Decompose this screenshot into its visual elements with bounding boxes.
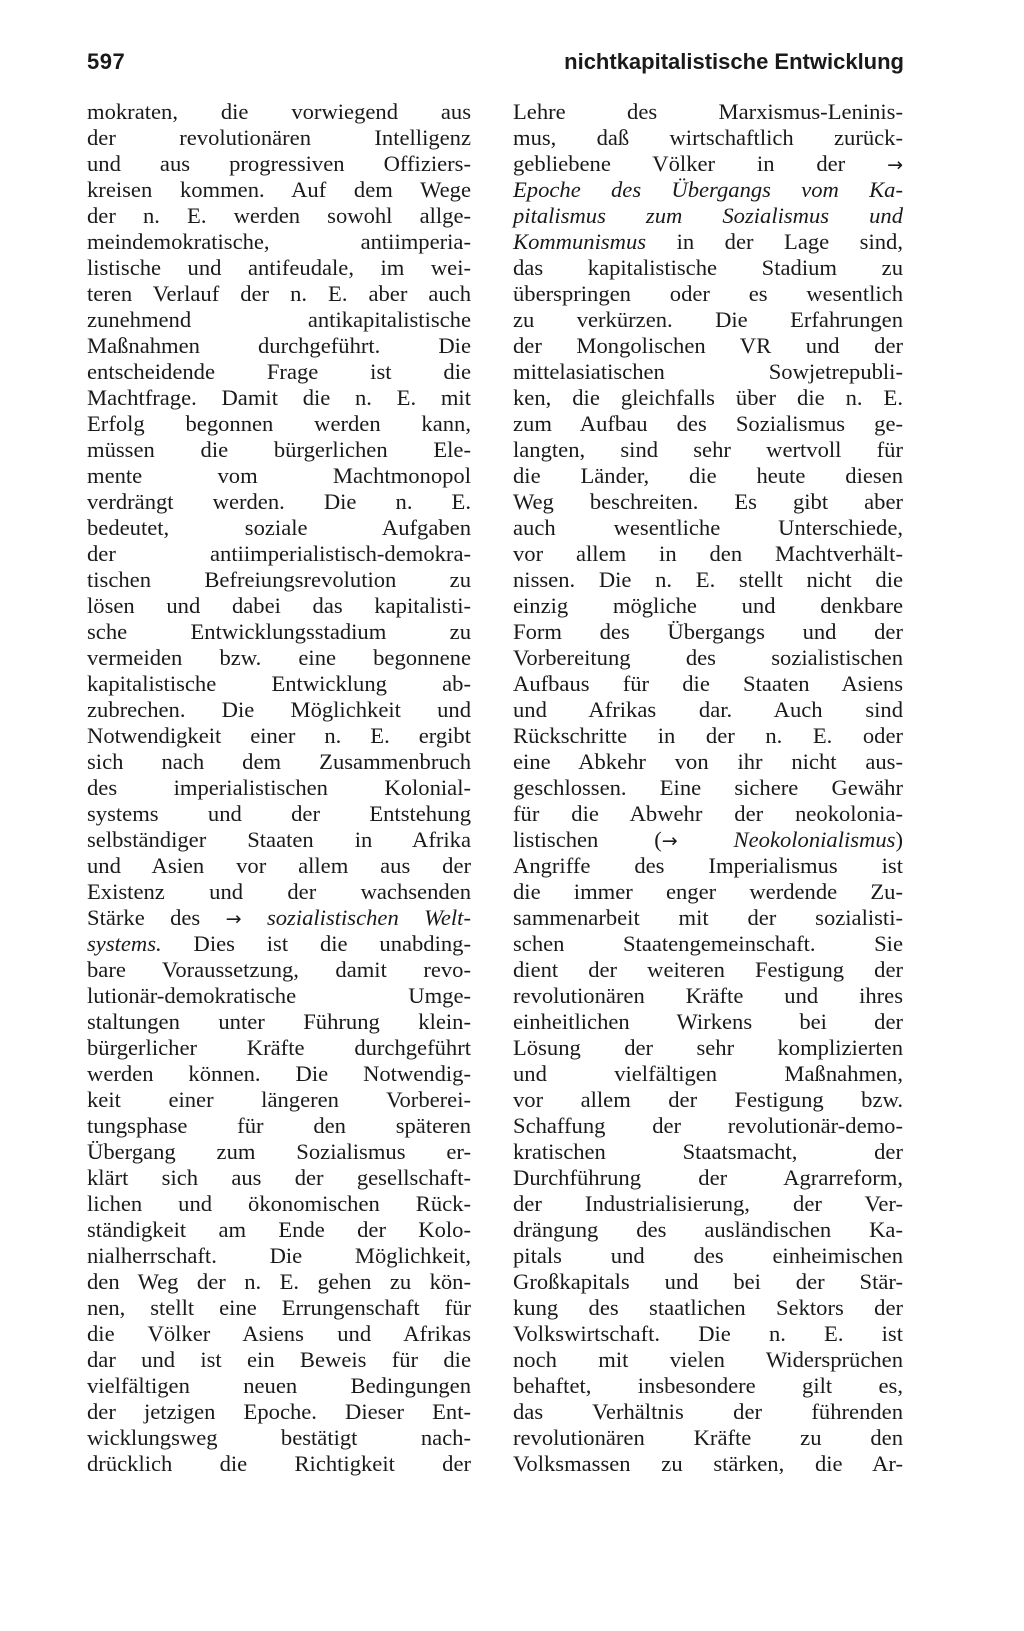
text-line: zunehmend antikapitalistische: [87, 307, 471, 332]
text-line: wicklungsweg bestätigt nach-: [87, 1425, 471, 1450]
text-line: ständigkeit am Ende der Kolo-: [87, 1217, 471, 1242]
text-segment: in der Lage sind,: [676, 229, 903, 254]
text-line: einheitlichen Wirkens bei der: [513, 1009, 903, 1034]
text-line: einzig mögliche und denkbare: [513, 593, 903, 618]
text-line: listische und antifeudale, im wei-: [87, 255, 471, 280]
text-line: tischen Befreiungsrevolution zu: [87, 567, 471, 592]
text-line: [87, 931, 471, 957]
text-line: Form des Übergangs und der: [513, 619, 903, 644]
text-line: [513, 229, 903, 255]
text-line: der Mongolischen VR und der: [513, 333, 903, 358]
text-line: zum Aufbau des Sozialismus ge-: [513, 411, 903, 436]
text-line: und vielfältigen Maßnahmen,: [513, 1061, 903, 1086]
text-line: pitals und des einheimischen: [513, 1243, 903, 1268]
text-line: den Weg der n. E. gehen zu kön-: [87, 1269, 471, 1294]
text-line: teren Verlauf der n. E. aber auch: [87, 281, 471, 306]
text-line: vermeiden bzw. eine begonnene: [87, 645, 471, 670]
text-line: meindemokratische, antiimperia-: [87, 229, 471, 254]
text-line: der n. E. werden sowohl allge-: [87, 203, 471, 228]
text-line: das kapitalistische Stadium zu: [513, 255, 903, 280]
text-line: das Verhältnis der führenden: [513, 1399, 903, 1424]
text-line: [513, 151, 903, 177]
text-line: [513, 827, 903, 853]
text-line: mokraten, die vorwiegend aus: [87, 99, 471, 124]
text-line: müssen die bürgerlichen Ele-: [87, 437, 471, 462]
cross-reference-term: sozialistischen Welt-: [266, 905, 471, 930]
text-line: vor allem in den Machtverhält-: [513, 541, 903, 566]
text-line: selbständiger Staaten in Afrika: [87, 827, 471, 852]
text-line: ken, die gleichfalls über die n. E.: [513, 385, 903, 410]
text-line: dient der weiteren Festigung der: [513, 957, 903, 982]
text-line: der jetzigen Epoche. Dieser Ent-: [87, 1399, 471, 1424]
cross-reference-arrow-icon: →: [225, 908, 242, 930]
text-line: kratischen Staatsmacht, der: [513, 1139, 903, 1164]
text-line: Angriffe des Imperialismus ist: [513, 853, 903, 878]
text-line: bare Voraussetzung, damit revo-: [87, 957, 471, 982]
text-line: mittelasiatischen Sowjetrepubli-: [513, 359, 903, 384]
text-line: und Afrikas dar. Auch sind: [513, 697, 903, 722]
text-line: Großkapitals und bei der Stär-: [513, 1269, 903, 1294]
text-line: sammenarbeit mit der sozialisti-: [513, 905, 903, 930]
text-line: sche Entwicklungsstadium zu: [87, 619, 471, 644]
text-segment: ): [895, 827, 903, 852]
text-line: sich nach dem Zusammenbruch: [87, 749, 471, 774]
text-line: behaftet, insbesondere gilt es,: [513, 1373, 903, 1398]
text-line: die immer enger werdende Zu-: [513, 879, 903, 904]
text-line: mente vom Machtmonopol: [87, 463, 471, 488]
text-line: der antiimperialistisch-demokra-: [87, 541, 471, 566]
text-line: drücklich die Richtigkeit der: [87, 1451, 471, 1476]
text-line: noch mit vielen Widersprüchen: [513, 1347, 903, 1372]
text-line: und Asien vor allem aus der: [87, 853, 471, 878]
text-line: Schaffung der revolutionär-demo-: [513, 1113, 903, 1138]
text-line: bürgerlicher Kräfte durchgeführt: [87, 1035, 471, 1060]
text-line: vor allem der Festigung bzw.: [513, 1087, 903, 1112]
text-line: die Länder, die heute diesen: [513, 463, 903, 488]
text-line: geschlossen. Eine sichere Gewähr: [513, 775, 903, 800]
text-line: Rückschritte in der n. E. oder: [513, 723, 903, 748]
running-head-title: nichtkapitalistische Entwicklung: [564, 49, 904, 74]
cross-reference-term: Epoche des Übergangs vom Ka-: [513, 177, 903, 202]
text-line: nen, stellt eine Errungenschaft für: [87, 1295, 471, 1320]
text-line: Volkswirtschaft. Die n. E. ist: [513, 1321, 903, 1346]
text-line: mus, daß wirtschaftlich zurück-: [513, 125, 903, 150]
text-segment: gebliebene Völker in der: [513, 151, 846, 176]
text-line: schen Staatengemeinschaft. Sie: [513, 931, 903, 956]
text-segment: Dies ist die unabding-: [193, 931, 472, 956]
text-segment: Stärke des: [87, 905, 201, 930]
text-line: drängung des ausländischen Ka-: [513, 1217, 903, 1242]
text-line: kapitalistische Entwicklung ab-: [87, 671, 471, 696]
text-line: nissen. Die n. E. stellt nicht die: [513, 567, 903, 592]
text-line: systems und der Entstehung: [87, 801, 471, 826]
text-line: lutionär-demokratische Umge-: [87, 983, 471, 1008]
text-line: langten, sind sehr wertvoll für: [513, 437, 903, 462]
text-line: der Industrialisierung, der Ver-: [513, 1191, 903, 1216]
text-line: verdrängt werden. Die n. E.: [87, 489, 471, 514]
cross-reference-term: Kommunismus: [513, 229, 647, 254]
page-number: 597: [87, 49, 126, 74]
cross-reference-term: systems.: [87, 931, 162, 956]
text-line: bedeutet, soziale Aufgaben: [87, 515, 471, 540]
cross-reference-term: pitalismus zum Sozialismus und: [513, 203, 903, 228]
text-line: Machtfrage. Damit die n. E. mit: [87, 385, 471, 410]
text-line: die Völker Asiens und Afrikas: [87, 1321, 471, 1346]
cross-reference-arrow-icon: →: [887, 154, 903, 176]
text-line: kreisen kommen. Auf dem Wege: [87, 177, 471, 202]
text-line: vielfältigen neuen Bedingungen: [87, 1373, 471, 1398]
text-line: revolutionären Kräfte zu den: [513, 1425, 903, 1450]
right-column: [513, 99, 903, 1477]
text-line: Lösung der sehr komplizierten: [513, 1035, 903, 1060]
text-line: Maßnahmen durchgeführt. Die: [87, 333, 471, 358]
text-line: Lehre des Marxismus-Leninis-: [513, 99, 903, 124]
text-line: Durchführung der Agrarreform,: [513, 1165, 903, 1190]
text-line: staltungen unter Führung klein-: [87, 1009, 471, 1034]
text-line: überspringen oder es wesentlich: [513, 281, 903, 306]
text-line: der revolutionären Intelligenz: [87, 125, 471, 150]
text-line: Vorbereitung des sozialistischen: [513, 645, 903, 670]
text-line: lösen und dabei das kapitalisti-: [87, 593, 471, 618]
left-column: [87, 99, 471, 1477]
text-line: und aus progressiven Offiziers-: [87, 151, 471, 176]
text-line: revolutionären Kräfte und ihres: [513, 983, 903, 1008]
text-line: für die Abwehr der neokolonia-: [513, 801, 903, 826]
text-line: auch wesentliche Unterschiede,: [513, 515, 903, 540]
text-segment: listischen (: [513, 827, 662, 852]
text-line: werden können. Die Notwendig-: [87, 1061, 471, 1086]
text-line: tungsphase für den späteren: [87, 1113, 471, 1138]
text-line: kung des staatlichen Sektors der: [513, 1295, 903, 1320]
text-line: Weg beschreiten. Es gibt aber: [513, 489, 903, 514]
text-line: Aufbaus für die Staaten Asiens: [513, 671, 903, 696]
text-line: Existenz und der wachsenden: [87, 879, 471, 904]
text-line: lichen und ökonomischen Rück-: [87, 1191, 471, 1216]
text-line: des imperialistischen Kolonial-: [87, 775, 471, 800]
text-line: zubrechen. Die Möglichkeit und: [87, 697, 471, 722]
text-line: nialherrschaft. Die Möglichkeit,: [87, 1243, 471, 1268]
text-line: entscheidende Frage ist die: [87, 359, 471, 384]
cross-reference-arrow-icon: →: [661, 830, 678, 852]
cross-reference-term: Neokolonialismus: [733, 827, 896, 852]
text-line: eine Abkehr von ihr nicht aus-: [513, 749, 903, 774]
text-line: klärt sich aus der gesellschaft-: [87, 1165, 471, 1190]
text-line: zu verkürzen. Die Erfahrungen: [513, 307, 903, 332]
text-line: keit einer längeren Vorberei-: [87, 1087, 471, 1112]
text-line: Notwendigkeit einer n. E. ergibt: [87, 723, 471, 748]
text-line: [87, 905, 471, 931]
text-line: Übergang zum Sozialismus er-: [87, 1139, 471, 1164]
text-line: Volksmassen zu stärken, die Ar-: [513, 1451, 903, 1476]
text-line: dar und ist ein Beweis für die: [87, 1347, 471, 1372]
text-line: Erfolg begonnen werden kann,: [87, 411, 471, 436]
